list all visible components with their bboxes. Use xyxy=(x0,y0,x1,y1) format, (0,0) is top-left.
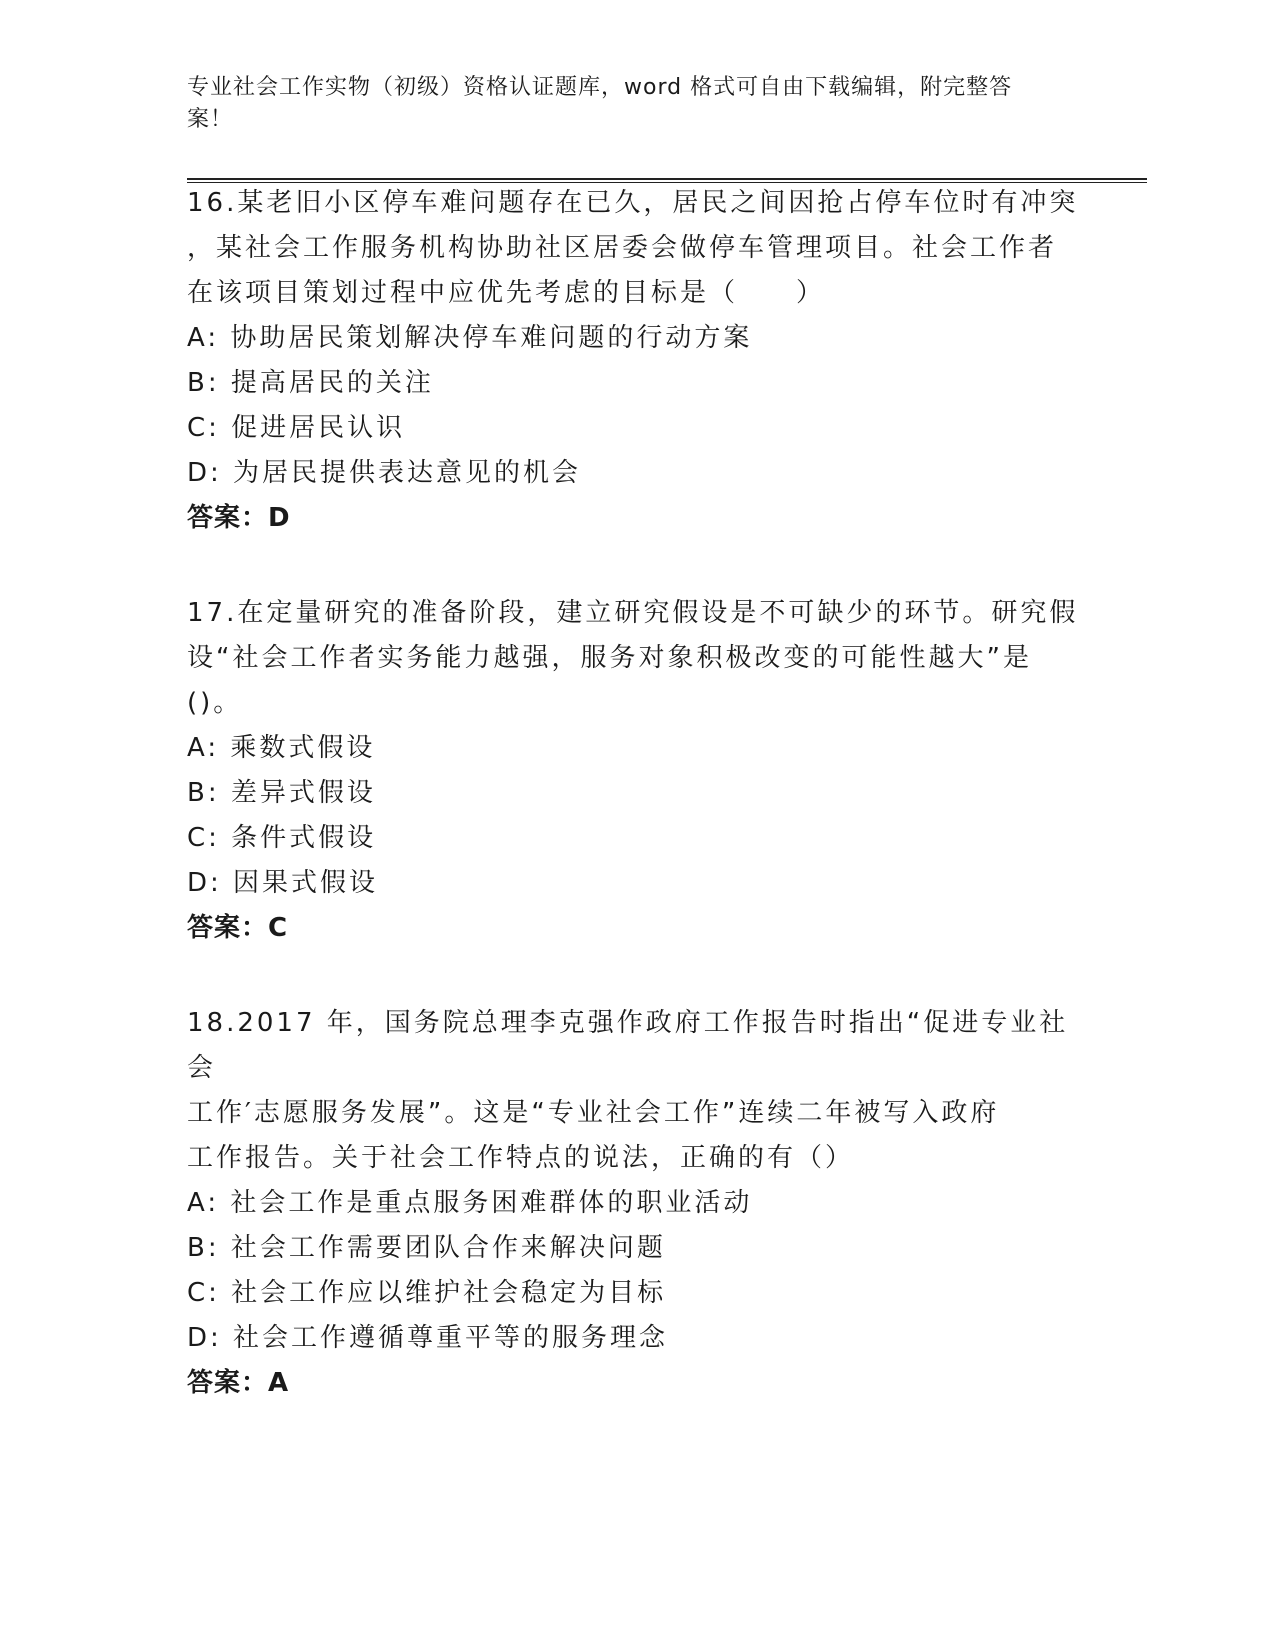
answer: 答案：D xyxy=(187,503,291,533)
question-line: 在该项目策划过程中应优先考虑的目标是（ ） xyxy=(187,278,826,308)
question-line: ，某社会工作服务机构协助社区居委会做停车管理项目。社会工作者 xyxy=(187,233,1058,263)
option-d: D: 为居民提供表达意见的机会 xyxy=(187,458,582,488)
option-b: B: 差异式假设 xyxy=(187,778,376,808)
option-b: B: 提高居民的关注 xyxy=(187,368,434,398)
header-line-2: 案！ xyxy=(187,107,234,132)
document-header xyxy=(187,72,1067,136)
question-17 xyxy=(187,591,1087,951)
option-d: D: 因果式假设 xyxy=(187,868,379,898)
answer: 答案：A xyxy=(187,1368,290,1398)
question-line: 17.在定量研究的准备阶段，建立研究假设是不可缺少的环节。研究假 xyxy=(187,598,1079,628)
option-d: D: 社会工作遵循尊重平等的服务理念 xyxy=(187,1323,669,1353)
option-a: A: 社会工作是重点服务困难群体的职业活动 xyxy=(187,1188,753,1218)
question-line: 工作报告。关于社会工作特点的说法，正确的有（） xyxy=(187,1143,855,1173)
question-line: ()。 xyxy=(187,688,243,718)
header-line-1: 专业社会工作实物（初级）资格认证题库，word 格式可自由下载编辑，附完整答 xyxy=(187,75,1013,100)
question-line: 设“社会工作者实务能力越强，服务对象积极改变的可能性越大”是 xyxy=(187,643,1032,673)
option-c: C: 促进居民认识 xyxy=(187,413,406,443)
question-line: 工作′志愿服务发展”。这是“专业社会工作”连续二年被写入政府 xyxy=(187,1098,1000,1128)
option-c: C: 社会工作应以维护社会稳定为目标 xyxy=(187,1278,667,1308)
option-a: A: 协助居民策划解决停车难问题的行动方案 xyxy=(187,323,753,353)
question-16 xyxy=(187,181,1087,541)
option-b: B: 社会工作需要团队合作来解决问题 xyxy=(187,1233,666,1263)
option-a: A: 乘数式假设 xyxy=(187,733,376,763)
question-18 xyxy=(187,1001,1087,1406)
header-divider-thick xyxy=(187,178,1147,180)
answer: 答案：C xyxy=(187,913,289,943)
question-line: 18.2017 年，国务院总理李克强作政府工作报告时指出“促进专业社会 xyxy=(187,1008,1069,1083)
question-line: 16.某老旧小区停车难问题存在已久，居民之间因抢占停车位时有冲突 xyxy=(187,188,1079,218)
option-c: C: 条件式假设 xyxy=(187,823,377,853)
